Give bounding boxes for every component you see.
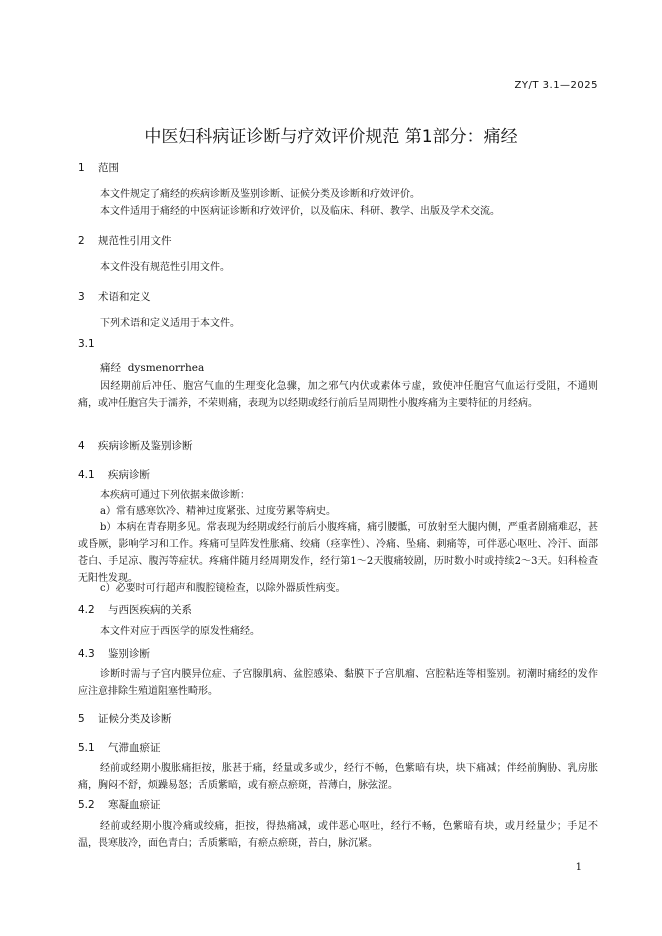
subsection-number: 4.1 [78,469,95,481]
page-number: 1 [575,862,582,873]
document-title: 中医妇科病证诊断与疗效评价规范 第1部分：痛经 [144,127,518,147]
paragraph: 本文件适用于痛经的中医病证诊断和疗效评价，以及临床、科研、教学、出版及学术交流。 [100,206,500,217]
paragraph: 诊断时需与子宫内膜异位症、子宫腺肌病、盆腔感染、黏膜下子宫肌瘤、宫腔粘连等相鉴别。初潮时痛经的发作应注意排除生殖道阻塞性畸形。 [78,669,598,697]
subsection-title: 气滞血瘀证 [108,742,161,754]
section-1-heading [78,160,119,175]
paragraph: 本疾病可通过下列依据来做诊断： [100,490,250,501]
paragraph: 本文件对应于西医学的原发性痛经。 [100,626,260,637]
subsection-5-1-heading [78,740,161,755]
section-number: 2 [78,235,85,247]
paragraph: 经前或经期小腹冷痛或绞痛，拒按，得热痛减，或伴恶心呕吐，经行不畅，色紫暗有块，或月经量少；手足不温，畏寒肢冷，面色青白；舌质紫暗，有瘀点瘀斑，苔白，脉沉紧。 [78,821,598,849]
subsection-4-3-heading [78,646,150,661]
subsection-title: 鉴别诊断 [108,648,150,660]
term-chinese: 痛经 [100,362,121,374]
subsection-4-1-heading [78,467,150,482]
section-4-heading [78,438,193,453]
list-item-b: b）本病在青春期多见。常表现为经期或经行前后小腹疼痛，痛引腰骶，可放射至大腿内侧，严重者剧痛难忍，甚或昏厥，影响学习和工作。疼痛可呈阵发性胀痛、绞痛（痉挛性）、冷痛、坠痛、刺痛等，可伴恶心呕吐、冷汗、面部苍白、手足凉、腹泻等症状。疼痛伴随月经周期发作，经行第1～2天腹痛较剧，历时数小时或持续2～3天。妇科检查无阳性发现。 [78,522,598,584]
section-5-heading [78,711,172,726]
section-title: 证候分类及诊断 [98,713,172,725]
section-title: 规范性引用文件 [98,235,172,247]
section-number: 3 [78,291,85,303]
subsection-number: 4.3 [78,648,95,660]
term-entry [100,360,204,375]
term-english: dysmenorrhea [127,362,205,374]
subsection-number: 5.2 [78,799,95,811]
section-number: 5 [78,713,85,725]
subsection-number: 4.2 [78,604,95,616]
subsection-title: 寒凝血瘀证 [108,799,161,811]
section-2-heading [78,233,172,248]
section-title: 范围 [98,162,119,174]
section-3-heading [78,289,151,304]
standard-code: ZY/T 3.1—2025 [514,80,598,91]
section-number: 1 [78,162,85,174]
list-item-c: c）必要时可行超声和腹腔镜检查，以除外器质性病变。 [100,583,346,594]
subsection-title: 与西医疾病的关系 [108,604,192,616]
subsection-title: 疾病诊断 [108,469,150,481]
paragraph: 本文件没有规范性引用文件。 [100,262,230,273]
list-item-a: a）常有感寒饮冷、精神过度紧张、过度劳累等病史。 [100,506,336,517]
subsection-number: 5.1 [78,742,95,754]
subsection-5-2-heading [78,797,161,812]
subsection-4-2-heading [78,602,192,617]
term-definition: 因经期前后冲任、胞宫气血的生理变化急骤，加之邪气内伏或素体亏虚，致使冲任胞宫气血运行受阻，不通则痛，或冲任胞宫失于濡养，不荣则痛，表现为以经期或经行前后呈周期性小腹疼痛为主要特征的月经病。 [78,381,598,409]
term-number: 3.1 [78,338,95,350]
paragraph: 本文件规定了痛经的疾病诊断及鉴别诊断、证候分类及诊断和疗效评价。 [100,189,420,200]
paragraph: 经前或经期小腹胀痛拒按，胀甚于痛，经量或多或少，经行不畅，色紫暗有块，块下痛减；伴经前胸胁、乳房胀痛，胸闷不舒，烦躁易怒；舌质紫暗，或有瘀点瘀斑，苔薄白，脉弦涩。 [78,763,598,791]
section-title: 术语和定义 [98,291,151,303]
section-number: 4 [78,440,85,452]
paragraph: 下列术语和定义适用于本文件。 [100,318,240,329]
section-title: 疾病诊断及鉴别诊断 [98,440,193,452]
